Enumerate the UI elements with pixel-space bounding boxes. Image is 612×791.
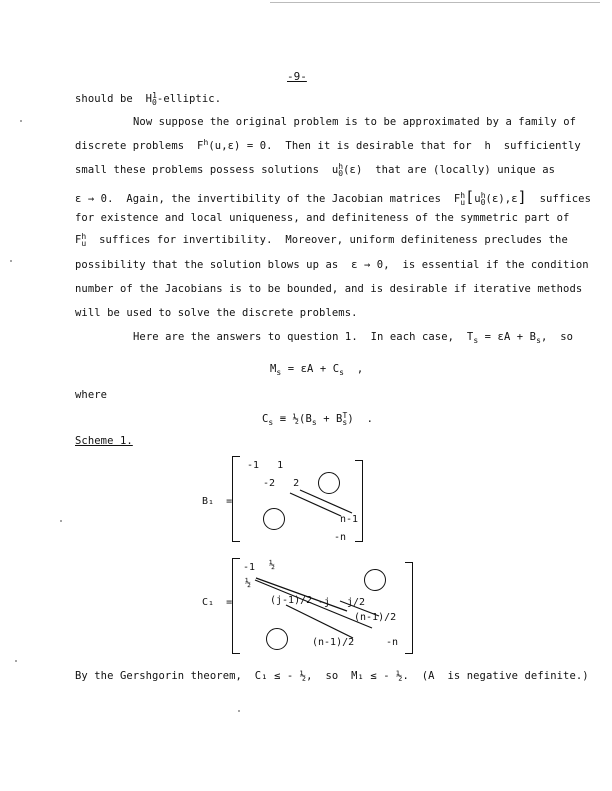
text-line: should be $H^1_0$-elliptic. — [75, 91, 222, 107]
text-line: possibility that the solution blows up as ε → 0, is essential if the condition — [75, 259, 589, 271]
matrix-b-label: B₁ = — [202, 496, 233, 507]
matrix-c-entry: j/2 — [347, 597, 366, 608]
matrix-c-entry: (j-1)/2 — [270, 595, 313, 606]
matrix-c-entry: -n — [386, 637, 399, 648]
text-line: will be used to solve the discrete problems. — [75, 307, 358, 319]
text-line: for existence and local uniqueness, and definiteness of the symmetric part of — [75, 212, 570, 224]
text-line: discrete problems $F^h(u,\varepsilon) = 0$. Then it is desirable that for h sufficiently — [75, 138, 581, 152]
matrix-c-entry: (n-1)/2 — [312, 637, 355, 648]
text-line: ε → 0. Again, the invertibility of the Jacobian matrices $F^h_u[u^h_0(\varepsilon),\varepsilon]$ suffices — [75, 188, 592, 207]
page-number: -9- — [287, 70, 307, 83]
text-line: Here are the answers to question 1. In each case, $T_s = \varepsilon A + B_s$, so — [133, 331, 574, 345]
matrix-b-entry: -n — [334, 532, 347, 543]
matrix-c-entry: -j — [318, 597, 331, 608]
matrix-b-row2: -2 2 — [263, 478, 300, 489]
text-line: $F^h_u$ suffices for invertibility. Moreover, uniform definiteness precludes the — [75, 232, 568, 248]
zero-block-circle — [364, 569, 386, 591]
matrix-b-row1: -1 1 — [247, 460, 284, 471]
scheme-heading: Scheme 1. — [75, 435, 133, 447]
matrix-c-entry: ½ — [245, 578, 252, 589]
text-line: small these problems possess solutions $u^h_0(\varepsilon)$ that are (locally) unique as — [75, 162, 556, 178]
matrix-b-entry: n-1 — [340, 514, 359, 525]
matrix-c-label: C₁ = — [202, 597, 233, 608]
matrix-c-right-bracket — [405, 562, 413, 654]
where-label: where — [75, 389, 108, 401]
equation-c: $C_s$ ≡ $\frac{1}{2}(B_s + B^T_s)$ . — [262, 411, 374, 427]
matrix-c-entry: (n-1)/2 — [354, 612, 397, 623]
matrix-c-entry: ½ — [269, 560, 276, 571]
matrix-c-entry: -1 — [243, 562, 256, 573]
gershgorin-line: By the Gershgorin theorem, C₁ ≤ - ½, so M₁ ≤ - ½. (A is negative definite.) — [75, 670, 589, 682]
matrix-c-left-bracket — [232, 558, 240, 654]
zero-block-circle — [266, 628, 288, 650]
equation-m: $M_s = \varepsilon A + C_s$ , — [270, 363, 364, 377]
text-line: number of the Jacobians is to be bounded, and is desirable if iterative methods — [75, 283, 583, 295]
text-line: Now suppose the original problem is to be approximated by a family of — [133, 116, 577, 128]
